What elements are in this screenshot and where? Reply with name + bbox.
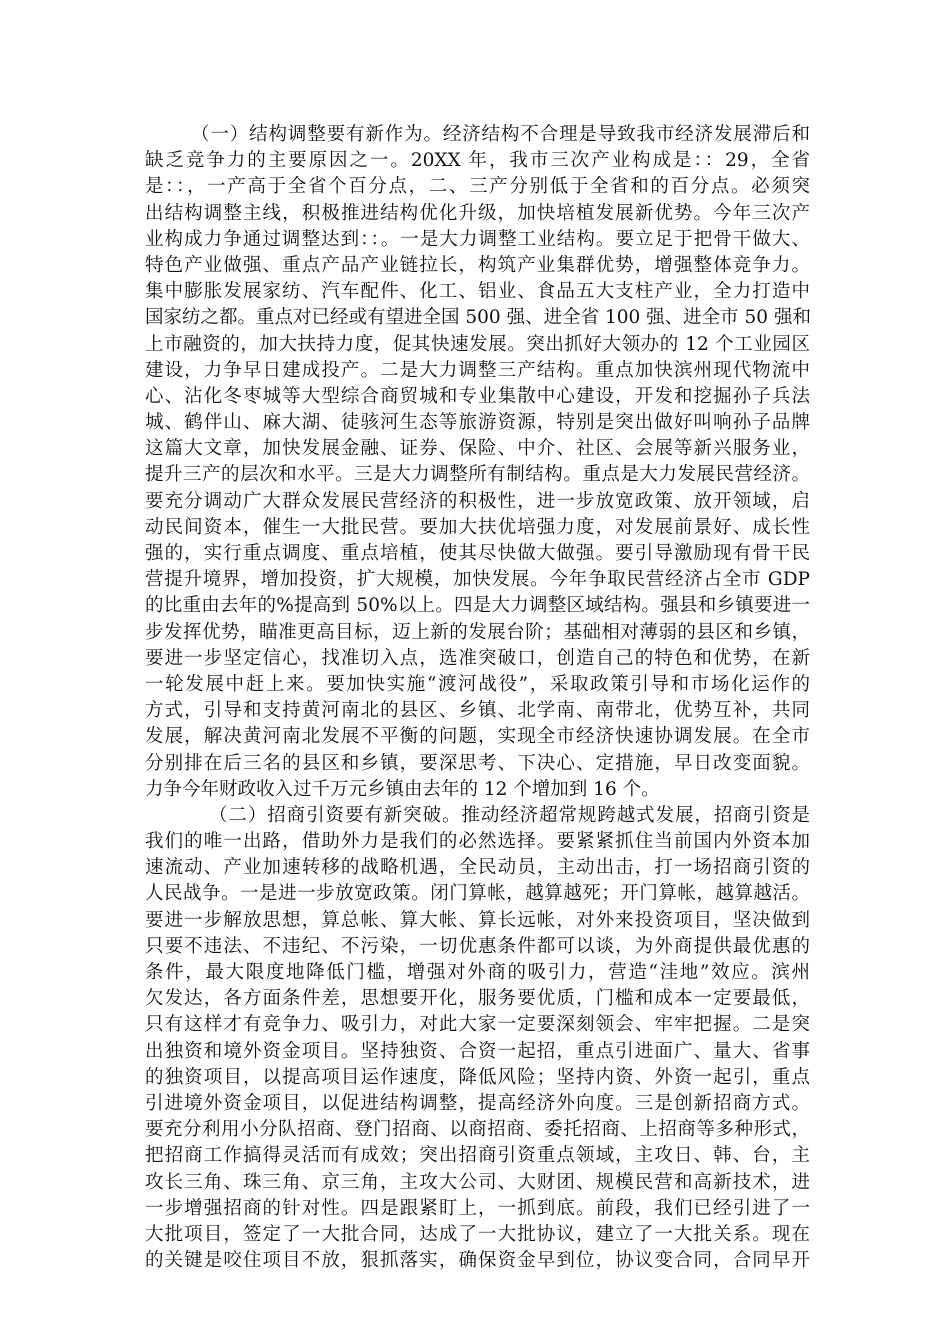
document-body <box>145 122 810 1274</box>
paragraph-line: 我们的唯一出路，借助外力是我们的必然选择。要紧紧抓住当前国内外资本加 <box>145 831 810 853</box>
paragraph-line: 集中膨胀发展家纺、汽车配件、化工、铝业、食品五大支柱产业，全力打造中 <box>145 281 810 303</box>
paragraph-line: （一）结构调整要有新作为。经济结构不合理是导致我市经济发展滞后和 <box>191 124 810 145</box>
paragraph-line: 发展，解决黄河南北发展不平衡的问题，实现全市经济快速协调发展。在全市 <box>145 726 810 748</box>
paragraph-line: 的独资项目，以提高项目运作速度，降低风险；坚持内资、外资一起引，重点 <box>145 1066 810 1088</box>
paragraph-line: 一轮发展中赶上来。要加快实施“渡河战役”，采取政策引导和市场化运作的 <box>145 673 810 695</box>
paragraph-line: 特色产业做强、重点产品产业链拉长，构筑产业集群优势，增强整体竞争力。 <box>145 254 810 276</box>
paragraph-line: 大批项目，签定了一大批合同，达成了一大批协议，建立了一大批关系。现在 <box>145 1223 810 1245</box>
paragraph-line: 只要不违法、不违纪、不污染，一切优惠条件都可以谈，为外商提供最优惠的 <box>145 935 810 957</box>
paragraph-line: 是：：，一产高于全省个百分点，二、三产分别低于全省和的百分点。必须突 <box>145 176 810 198</box>
paragraph-line: 要进一步坚定信心，找准切入点，选准突破口，创造自己的特色和优势，在新 <box>145 647 810 669</box>
paragraph-line: 的关键是咬住项目不放，狠抓落实，确保资金早到位，协议变合同，合同早开 <box>145 1250 810 1272</box>
paragraph-line: 要充分调动广大群众发展民营经济的积极性，进一步放宽政策、放开领域，启 <box>145 490 810 512</box>
paragraph-line: 方式，引导和支持黄河南北的县区、乡镇、北学南、南带北，优势互补，共同 <box>145 700 810 722</box>
paragraph-line: 攻长三角、珠三角、京三角，主攻大公司、大财团、规模民营和高新技术，进 <box>145 1171 810 1193</box>
paragraph-line: 一步增强招商的针对性。四是跟紧盯上，一抓到底。前段，我们已经引进了一 <box>145 1197 810 1219</box>
paragraph-line: 速流动、产业加速转移的战略机遇，全民动员，主动出击，打一场招商引资的 <box>145 857 810 879</box>
paragraph-line: 国家纺之都。重点对已经或有望进全国 500 强、进全省 100 强、进全市 50 强和 <box>145 307 811 329</box>
paragraph-line: 上市融资的，加大扶持力度，促其快速发展。突出抓好大领办的 12 个工业园区 <box>145 333 810 355</box>
paragraph-line: （二）招商引资要有新突破。推动经济超常规跨越式发展，招商引资是 <box>209 804 810 826</box>
paragraph-line: 动民间资本，催生一大批民营。要加大扶优培强力度，对发展前景好、成长性 <box>145 516 810 538</box>
paragraph-line: 力争今年财政收入过千万元乡镇由去年的 12 个增加到 16 个。 <box>145 778 660 800</box>
paragraph-line: 要进一步解放思想，算总帐、算大帐、算长远帐，对外来投资项目，坚决做到 <box>145 909 810 931</box>
paragraph-line: 强的，实行重点调度、重点培植，使其尽快做大做强。要引导激励现有骨干民 <box>145 543 810 564</box>
paragraph-line: 引进境外资金项目，以促进结构调整，提高经济外向度。三是创新招商方式。 <box>145 1092 810 1114</box>
paragraph-line: 建设，力争早日建成投产。二是大力调整三产结构。重点加快滨州现代物流中 <box>145 359 810 381</box>
paragraph-line: 城、鹤伴山、麻大湖、徒骇河生态等旅游资源，特别是突出做好叫响孙子品牌 <box>145 412 810 434</box>
paragraph-line: 要充分利用小分队招商、登门招商、以商招商、委托招商、上招商等多种形式， <box>145 1119 810 1141</box>
paragraph-line: 心、沾化冬枣城等大型综合商贸城和专业集散中心建设，开发和挖掘孙子兵法 <box>145 385 810 407</box>
paragraph-line: 人民战争。一是进一步放宽政策。闭门算帐，越算越死；开门算帐，越算越活。 <box>145 883 810 905</box>
paragraph-line: 把招商工作搞得灵活而有成效；突出招商引资重点领域，主攻日、韩、台，主 <box>145 1145 810 1167</box>
paragraph-line: 欠发达，各方面条件差，思想要开化，服务要优质，门槛和成本一定要最低， <box>145 988 810 1010</box>
paragraph-line: 出独资和境外资金项目。坚持独资、合资一起招，重点引进面广、量大、省事 <box>145 1040 810 1062</box>
paragraph-line: 缺乏竞争力的主要原因之一。20XX 年，我市三次产业构成是：：29，全省 <box>145 150 810 172</box>
paragraph-line: 只有这样才有竞争力、吸引力，对此大家一定要深刻领会、牢牢把握。二是突 <box>145 1014 810 1036</box>
paragraph-line: 条件，最大限度地降低门槛，增强对外商的吸引力，营造“洼地”效应。滨州 <box>145 962 810 983</box>
paragraph-line: 的比重由去年的%提高到 50%以上。四是大力调整区域结构。强县和乡镇要进一 <box>145 595 810 617</box>
paragraph-line: 营提升境界，增加投资，扩大规模，加快发展。今年争取民营经济占全市 GDP <box>145 569 810 591</box>
paragraph-line: 步发挥优势，瞄准更高目标，迈上新的发展台阶；基础相对薄弱的县区和乡镇， <box>145 621 810 643</box>
paragraph-line: 业构成力争通过调整达到：：。一是大力调整工业结构。要立足于把骨干做大、 <box>145 228 810 250</box>
paragraph-line: 提升三产的层次和水平。三是大力调整所有制结构。重点是大力发展民营经济。 <box>145 464 810 486</box>
paragraph-line: 这篇大文章，加快发展金融、证券、保险、中介、社区、会展等新兴服务业， <box>145 438 810 460</box>
paragraph-line: 分别排在后三名的县区和乡镇，要深思考、下决心、定措施，早日改变面貌。 <box>145 752 810 774</box>
paragraph-line: 出结构调整主线，积极推进结构优化升级，加快培植发展新优势。今年三次产 <box>145 202 810 224</box>
